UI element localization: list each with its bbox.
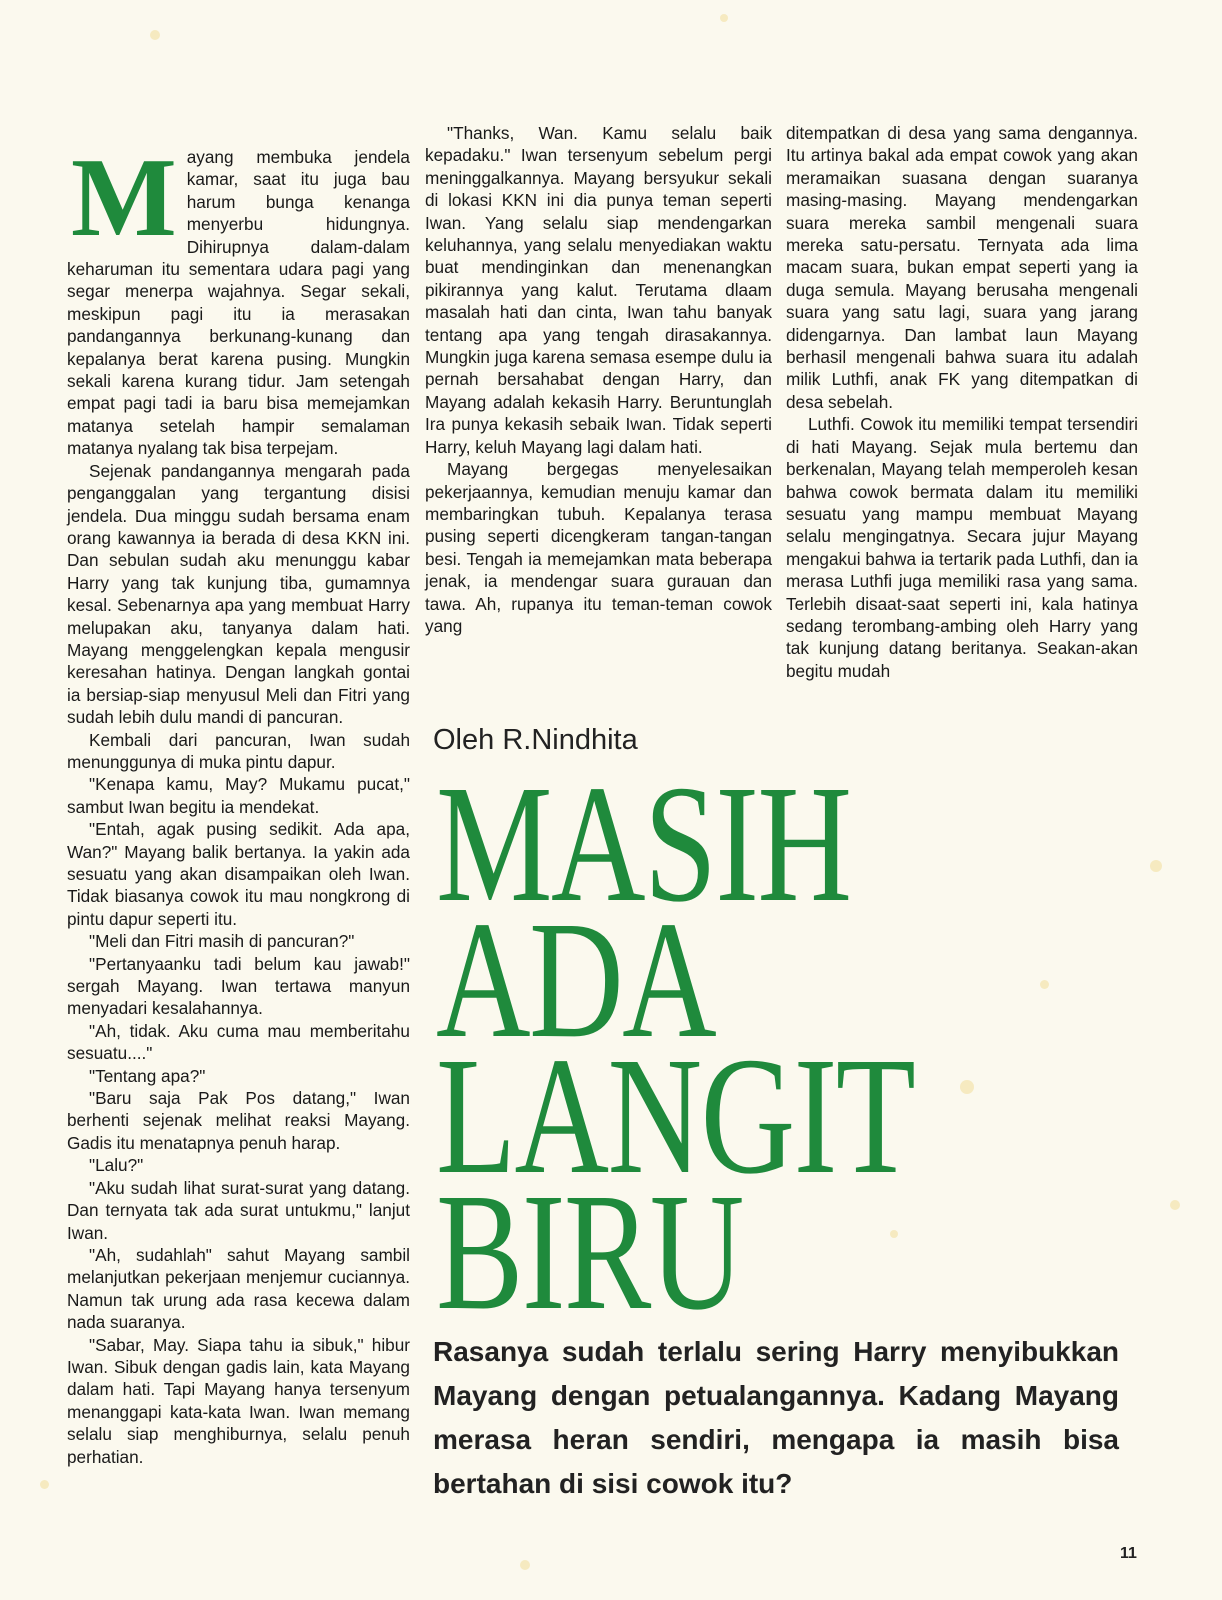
article-paragraph: "Lalu?" bbox=[89, 1155, 144, 1176]
article-paragraph: "Baru saja Pak Pos datang," Iwan berhenti sejenak melihat reaksi Mayang. Gadis itu menatapnya penuh harap. bbox=[67, 1088, 410, 1153]
article-column-3 bbox=[786, 122, 1138, 682]
article-paragraph: "Tentang apa?" bbox=[89, 1065, 206, 1086]
article-paragraph: "Ah, sudahlah" sahut Mayang sambil melanjutkan pekerjaan menjemur cuciannya. Namun tak urung ada rasa kecewa dalam nada suaranya. bbox=[67, 1244, 410, 1333]
article-paragraph: "Meli dan Fitri masih di pancuran?" bbox=[89, 931, 355, 952]
article-column-1 bbox=[67, 136, 410, 1468]
title-line: BIRU bbox=[436, 1159, 743, 1345]
author-byline: Oleh R.Nindhita bbox=[433, 724, 638, 756]
article-subtitle: Rasanya sudah terlalu sering Harry menyibukkan Mayang dengan petualangannya. Kadang Mayang merasa heran sendiri, mengapa ia masih bisa bertahan di sisi cowok itu? bbox=[433, 1336, 1119, 1499]
article-paragraph: ditempatkan di desa yang sama dengannya. Itu artinya bakal ada empat cowok yang akan meramaikan suasana dengan suaranya masing-masing. Mayang mendengarkan suara mereka sambil mengenali suara mereka satu-persatu. Ternyata ada lima macam suara, bukan empat seperti yang ia duga semula. Mayang berusaha mengenali suara yang satu lagi, suara yang jarang didengarnya. Dan lambat laun Mayang berhasil mengenali bahwa suara itu adalah milik Luthfi, anak FK yang ditempatkan di desa sebelah. bbox=[786, 123, 1138, 412]
article-paragraph: "Aku sudah lihat surat-surat yang datang. Dan ternyata tak ada surat untukmu," lanjut Iwan. bbox=[67, 1177, 410, 1243]
article-paragraph: "Sabar, May. Siapa tahu ia sibuk," hibur Iwan. Sibuk dengan gadis lain, kata Mayang dalam hati. Tapi Mayang hanya tersenyum menanggapi kata-kata Iwan. Iwan memang selalu siap menghiburnya, selalu penuh perhatian. bbox=[67, 1334, 410, 1467]
article-title bbox=[436, 751, 915, 1345]
article-paragraph: ayang membuka jendela kamar, saat itu juga bau harum bunga kenanga menyerbu hidungnya. Dihirupnya dalam-dalam keharuman itu sementara udara pagi yang segar menerpa wajahnya. Segar sekali, meskipun pagi itu ia merasakan pandangannya berkunang-kunang dan kepalanya berat karena pusing. Mungkin sekali karena kurang tidur. Jam setengah empat pagi tadi ia baru bisa memejamkan matanya setelah hampir semalaman matanya nyalang tak bisa terpejam. bbox=[67, 147, 410, 459]
article-paragraph: Mayang bergegas menyelesaikan pekerjaannya, kemudian menuju kamar dan membaringkan tubuh. Kepalanya terasa pusing seperti dicengkeram tangan-tangan besi. Tengah ia memejamkan mata beberapa jenak, ia mendengar suara gurauan dan tawa. Ah, rupanya itu teman-teman cowok yang bbox=[425, 459, 772, 636]
article-paragraph: "Entah, agak pusing sedikit. Ada apa, Wan?" Mayang balik bertanya. Ia yakin ada sesuatu yang akan disampaikan oleh Iwan. Tidak biasanya cowok itu mau nongkrong di pintu dapur seperti itu. bbox=[67, 819, 410, 929]
article-column-2 bbox=[425, 122, 772, 637]
page-number: 11 bbox=[1120, 1545, 1137, 1562]
article-paragraph: Luthfi. Cowok itu memiliki tempat tersendiri di hati Mayang. Sejak mula bertemu dan berkenalan, Mayang telah memperoleh kesan bahwa cowok bermata dalam itu memiliki sesuatu yang mampu membuat Mayang selalu mengingatnya. Secara jujur Mayang mengakui bahwa ia tertarik pada Luthfi, dan ia merasa Luthfi juga memiliki rasa yang sama. Terlebih disaat-saat seperti ini, kala hatinya sedang terombang-ambing oleh Harry yang tak kunjung datang beritanya. Seakan-akan begitu mudah bbox=[786, 414, 1138, 681]
article-paragraph: "Kenapa kamu, May? Mukamu pucat," sambut Iwan begitu ia mendekat. bbox=[67, 774, 410, 817]
title-line: LANGIT bbox=[436, 1023, 915, 1209]
article-paragraph: Sejenak pandangannya mengarah pada penganggalan yang tergantung disisi jendela. Dua minggu sudah bersama enam orang kawannya ia berada di desa KKN ini. Dan sebulan sudah aku menunggu kabar Harry yang tak kunjung tiba, gumamnya kesal. Sebenarnya apa yang membuat Harry melupakan aku, tanyanya dalam hati. Mayang menggelengkan kepala mengusir keresahan hatinya. Dengan langkah gontai ia bersiap-siap menyusul Meli dan Fitri yang sudah lebih dulu mandi di pancuran. bbox=[67, 460, 410, 728]
title-line: ADA bbox=[436, 887, 716, 1073]
article-paragraph: "Ah, tidak. Aku cuma mau memberitahu sesuatu...." bbox=[67, 1020, 410, 1064]
title-line: MASIH bbox=[436, 751, 851, 937]
article-paragraph: "Pertanyaanku tadi belum kau jawab!" sergah Mayang. Iwan tertawa manyun menyadari kesalahannya. bbox=[67, 953, 410, 1019]
article-paragraph: Kembali dari pancuran, Iwan sudah menunggunya di muka pintu dapur. bbox=[67, 729, 410, 772]
article-paragraph: "Thanks, Wan. Kamu selalu baik kepadaku." Iwan tersenyum sebelum pergi meninggalkannya. Mayang bersyukur sekali di lokasi KKN ini dia punya teman seperti Iwan. Yang selalu siap mendengarkan keluhannya, yang selalu menyediakan waktu buat mendinginkan dan menenangkan pikirannya yang kalut. Terutama dlaam masalah hati dan cinta, Iwan tahu banyak tentang apa yang tengah dirasakannya. Mungkin juga karena semasa esempe dulu ia pernah bersahabat dengan Harry, dan Mayang adalah kekasih Harry. Beruntunglah Ira punya kekasih sebaik Iwan. Tidak seperti Harry, keluh Mayang lagi dalam hati. bbox=[425, 123, 772, 457]
drop-cap: M bbox=[71, 136, 177, 260]
